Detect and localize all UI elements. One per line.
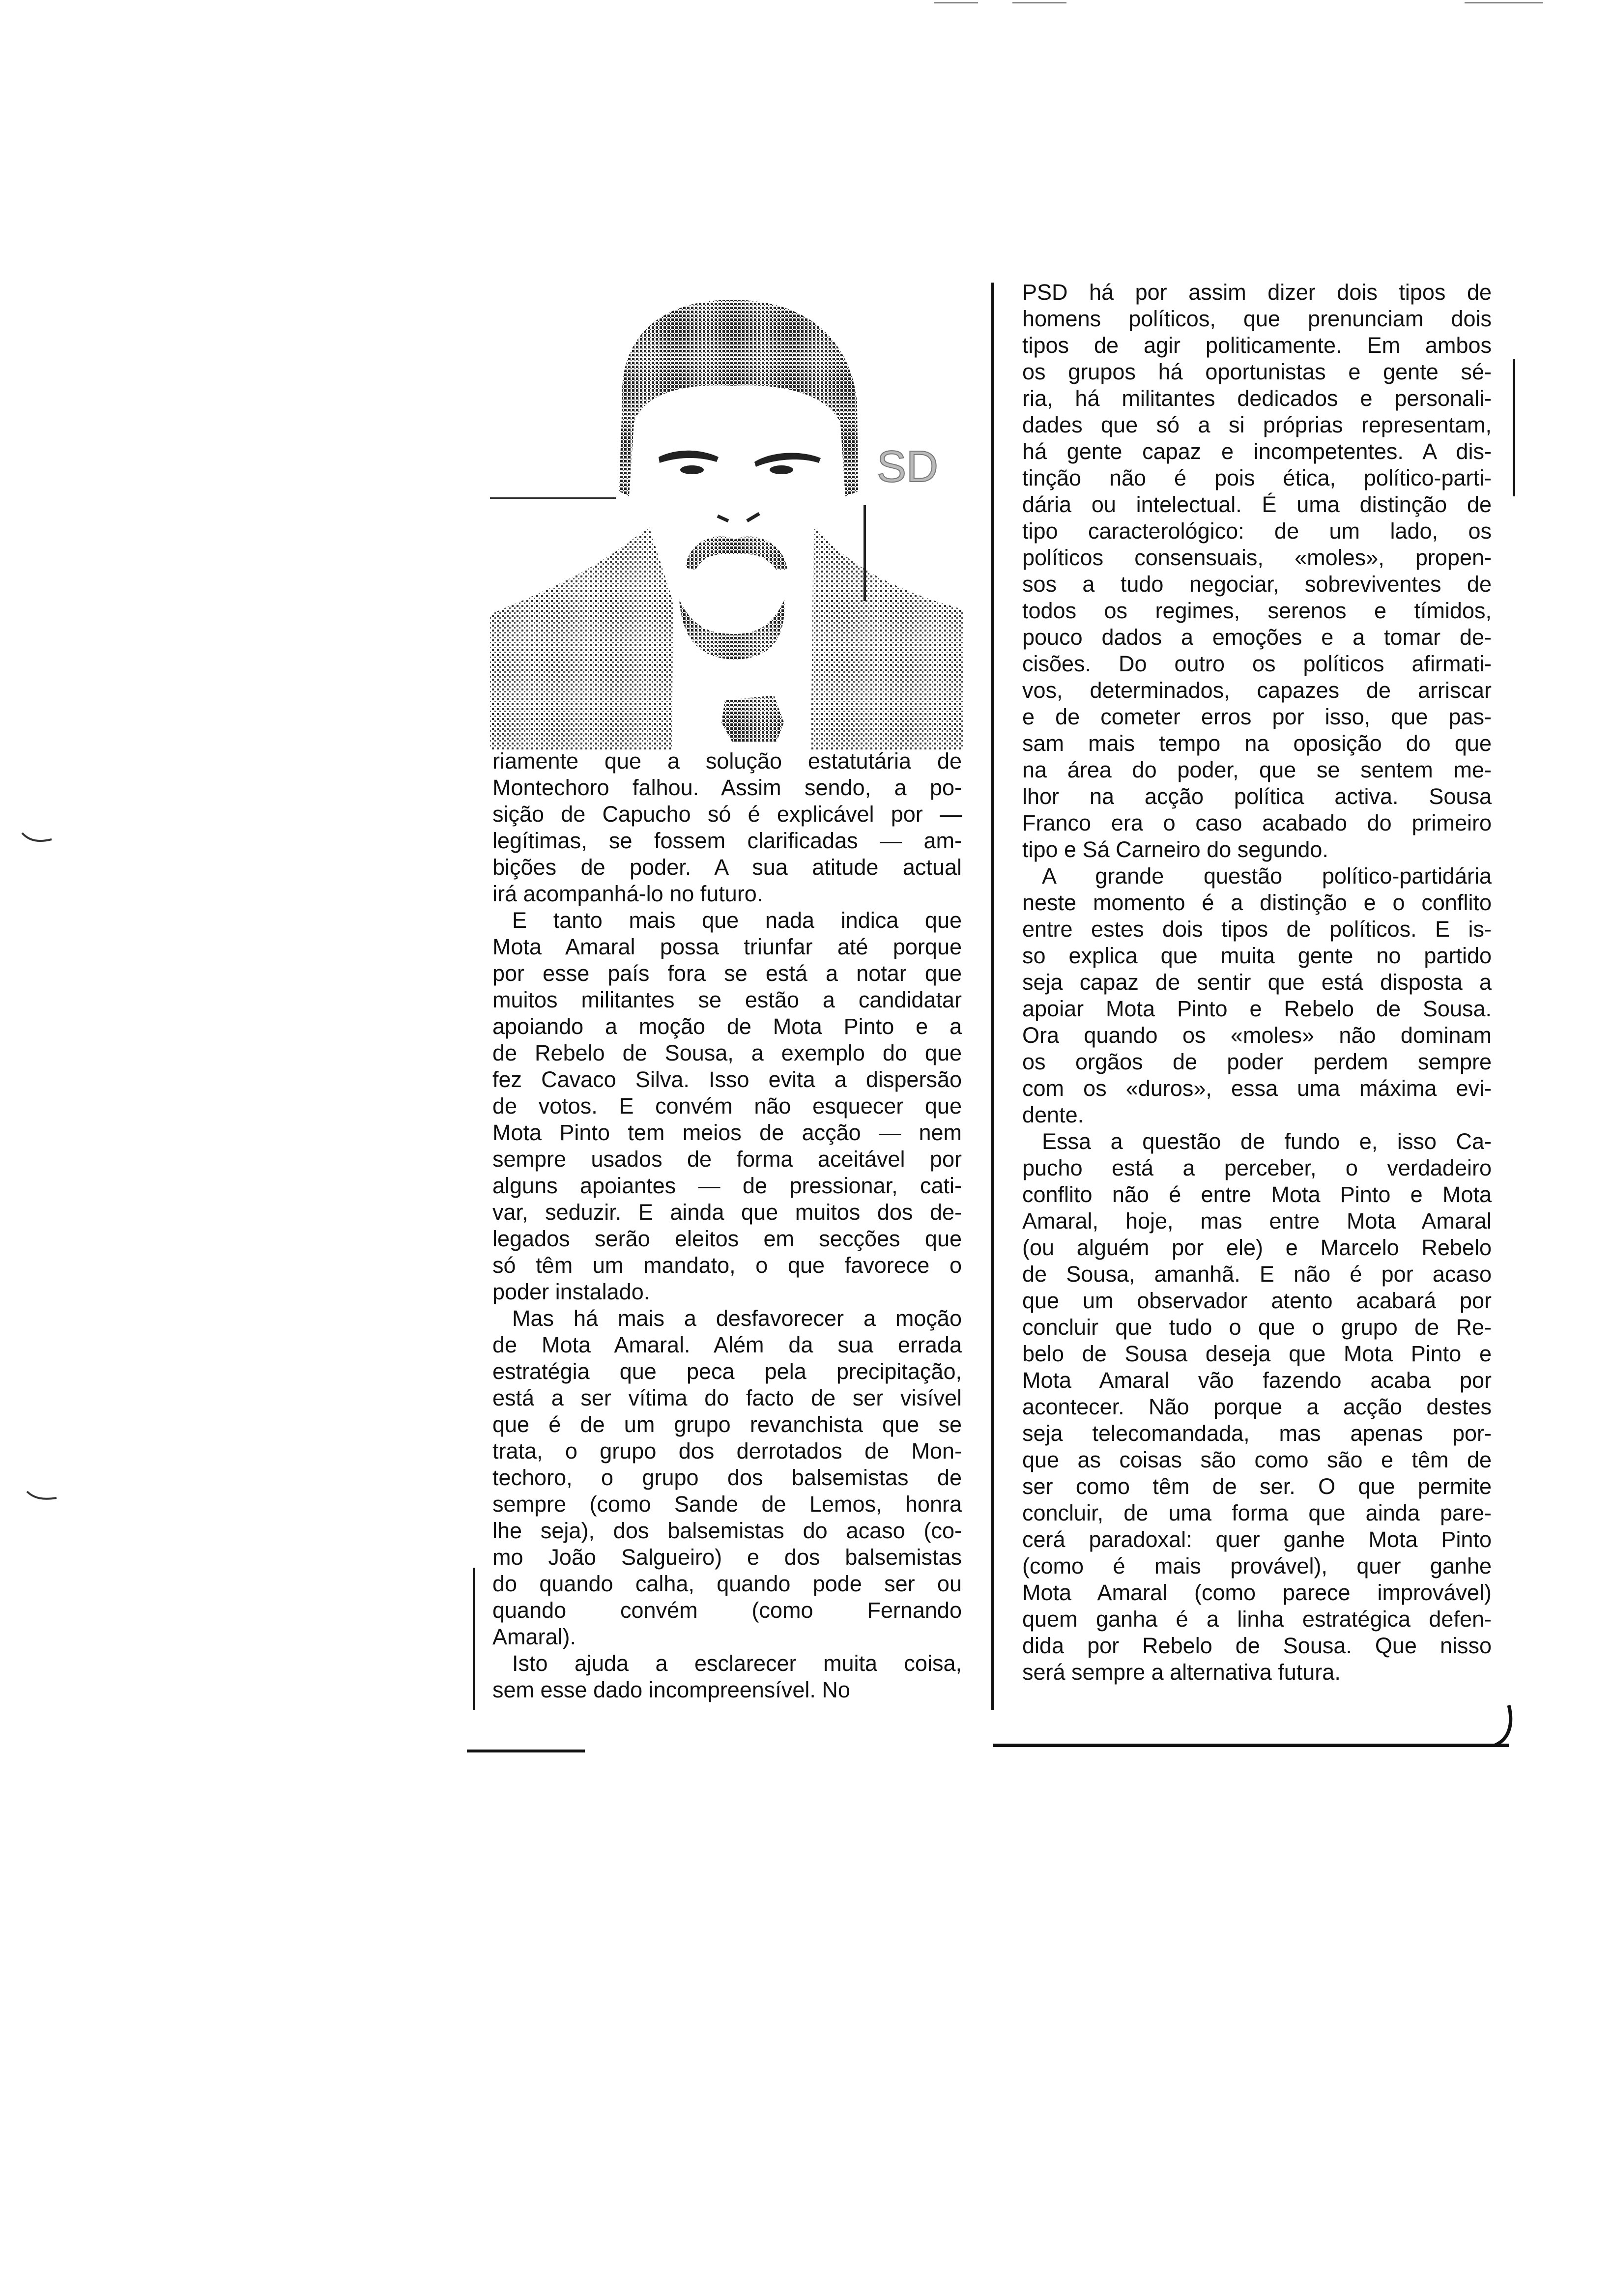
top-edge-mark xyxy=(1465,2,1543,3)
text-line: que um observador atento acabará por xyxy=(1022,1288,1492,1313)
text-line: fez Cavaco Silva. Isso evita a dispersão xyxy=(492,1067,962,1092)
right-edge-mark xyxy=(1513,359,1515,496)
text-line: Mota Amaral (como parece improvável) xyxy=(1022,1580,1492,1605)
text-line: lhor na acção política activa. Sousa xyxy=(1022,784,1492,809)
text-line: tipo caracterológico: de um lado, os xyxy=(1022,518,1492,544)
hair xyxy=(619,300,858,496)
text-line: os orgãos de poder perdem sempre xyxy=(1022,1049,1492,1074)
text-line: irá acompanhá-lo no futuro. xyxy=(492,881,763,906)
text-line: de Rebelo de Sousa, a exemplo do que xyxy=(492,1040,962,1065)
right-eyebrow xyxy=(754,453,821,467)
text-line: concluir, de uma forma que ainda pare- xyxy=(1022,1500,1492,1525)
text-line: alguns apoiantes — de pressionar, cati- xyxy=(492,1173,962,1198)
left-bottom-rule xyxy=(467,1750,585,1752)
text-line: Essa a questão de fundo e, isso Ca- xyxy=(1042,1129,1492,1154)
text-line: Ora quando os «moles» não dominam xyxy=(1022,1023,1492,1048)
text-line: legados serão eleitos em secções que xyxy=(492,1226,962,1251)
text-line: Montechoro falhou. Assim sendo, a po- xyxy=(492,775,962,800)
portrait-photo xyxy=(487,295,966,752)
text-line: conflito não é entre Mota Pinto e Mota xyxy=(1022,1182,1492,1207)
text-line: seja telecomandada, mas apenas por- xyxy=(1022,1421,1492,1446)
text-line: de Mota Amaral. Além da sua errada xyxy=(492,1332,962,1357)
text-line: trata, o grupo dos derrotados de Mon- xyxy=(492,1438,962,1464)
text-line: techoro, o grupo dos balsemistas de xyxy=(492,1465,962,1490)
text-line: de Sousa, amanhã. E não é por acaso xyxy=(1022,1262,1492,1287)
text-line: legítimas, se fossem clarificadas — am- xyxy=(492,828,962,853)
text-line: so explica que muita gente no partido xyxy=(1022,943,1492,968)
text-line: dades que só a si próprias representam, xyxy=(1022,412,1492,437)
text-line: bições de poder. A sua atitude actual xyxy=(492,855,962,880)
paragraph xyxy=(492,748,962,907)
text-line: com os «duros», essa uma máxima evi- xyxy=(1022,1076,1492,1101)
text-line: Isto ajuda a esclarecer muita coisa, xyxy=(512,1651,962,1676)
text-line: (como é mais provável), quer ganhe xyxy=(1022,1553,1492,1578)
text-line: ser como têm de ser. O que permite xyxy=(1022,1474,1492,1499)
text-line: cisões. Do outro os políticos afirmati- xyxy=(1022,651,1492,676)
text-line: do quando calha, quando pode ser ou xyxy=(492,1571,962,1596)
text-line: seja capaz de sentir que está disposta a xyxy=(1022,970,1492,995)
top-edge-mark xyxy=(1012,2,1066,3)
margin-mark xyxy=(25,1489,59,1504)
text-line: dente. xyxy=(1022,1102,1084,1127)
text-line: sam mais tempo na oposição do que xyxy=(1022,731,1492,756)
text-line: mo João Salgueiro) e dos balsemistas xyxy=(492,1545,962,1570)
text-line: concluir que tudo o que o grupo de Re- xyxy=(1022,1315,1492,1340)
left-eyebrow xyxy=(659,451,719,463)
text-line: pucho está a perceber, o verdadeiro xyxy=(1022,1155,1492,1180)
text-line: dida por Rebelo de Sousa. Que nisso xyxy=(1022,1633,1492,1658)
text-line: apoiando a moção de Mota Pinto e a xyxy=(492,1014,962,1039)
text-line: todos os regimes, serenos e tímidos, xyxy=(1022,598,1492,623)
text-line: entre estes dois tipos de políticos. E is- xyxy=(1022,917,1492,942)
paragraph xyxy=(492,1305,962,1650)
text-line: cerá paradoxal: quer ganhe Mota Pinto xyxy=(1022,1527,1492,1552)
article-column-left xyxy=(492,748,962,1703)
text-line: poder instalado. xyxy=(492,1279,650,1304)
text-line: riamente que a solução estatutária de xyxy=(492,748,962,774)
text-line: os grupos há oportunistas e gente sé- xyxy=(1022,359,1492,384)
left-shoulder xyxy=(490,526,673,749)
photo-logo-lettering: SD xyxy=(877,442,939,491)
text-line: ria, há militantes dedicados e personali- xyxy=(1022,386,1492,411)
right-shoulder xyxy=(811,526,963,749)
paragraph xyxy=(492,907,962,1305)
text-line: de votos. E convém não esquecer que xyxy=(492,1093,962,1119)
mustache xyxy=(686,537,787,570)
text-line: estratégia que peca pela precipitação, xyxy=(492,1359,962,1384)
right-bottom-rule xyxy=(993,1744,1509,1747)
text-line: Mota Amaral possa triunfar até porque xyxy=(492,934,962,959)
text-line: que é de um grupo revanchista que se xyxy=(492,1412,962,1437)
text-line: E tanto mais que nada indica que xyxy=(512,908,962,933)
text-line: acontecer. Não porque a acção destes xyxy=(1022,1394,1492,1419)
text-line: belo de Sousa deseja que Mota Pinto e xyxy=(1022,1341,1492,1366)
text-line: Amaral, hoje, mas entre Mota Amaral xyxy=(1022,1208,1492,1234)
paragraph xyxy=(1022,1128,1492,1686)
paragraph xyxy=(1022,279,1492,863)
text-line: tipos de agir politicamente. Em ambos xyxy=(1022,333,1492,358)
text-line: quem ganha é a linha estratégica defen- xyxy=(1022,1607,1492,1632)
text-line: políticos consensuais, «moles», propen- xyxy=(1022,545,1492,570)
text-line: quando convém (como Fernando xyxy=(492,1598,962,1623)
paragraph xyxy=(1022,863,1492,1128)
text-line: sempre usados de forma aceitável por xyxy=(492,1147,962,1172)
text-line: Mota Pinto tem meios de acção — nem xyxy=(492,1120,962,1145)
column-divider-rule xyxy=(991,283,994,1710)
clipping-curve-mark xyxy=(1494,1705,1524,1750)
text-line: tinção não é pois ética, político-parti- xyxy=(1022,465,1492,490)
text-line: neste momento é a distinção e o conflito xyxy=(1022,890,1492,915)
text-line: homens políticos, que prenunciam dois xyxy=(1022,306,1492,331)
text-line: dária ou intelectual. É uma distinção de xyxy=(1022,492,1492,517)
text-line: por esse país fora se está a notar que xyxy=(492,961,962,986)
portrait-image xyxy=(487,295,966,752)
text-line: Mota Amaral vão fazendo acaba por xyxy=(1022,1368,1492,1393)
text-line: Amaral). xyxy=(492,1624,576,1649)
text-line: só têm um mandato, o que favorece o xyxy=(492,1253,962,1278)
text-line: sos a tudo negociar, sobreviventes de xyxy=(1022,572,1492,597)
article-column-right xyxy=(1022,279,1492,1686)
text-line: que as coisas são como são e têm de xyxy=(1022,1447,1492,1472)
text-line: lhe seja), dos balsemistas do acaso (co- xyxy=(492,1518,962,1543)
text-line: sição de Capucho só é explicável por — xyxy=(492,802,962,827)
text-line: pouco dados a emoções e a tomar de- xyxy=(1022,625,1492,650)
text-line: sem esse dado incompreensível. No xyxy=(492,1677,850,1702)
text-line: e de cometer erros por isso, que pas- xyxy=(1022,704,1492,729)
text-line: Franco era o caso acabado do primeiro xyxy=(1022,810,1492,835)
text-line: será sempre a alternativa futura. xyxy=(1022,1660,1341,1685)
text-line: sempre (como Sande de Lemos, honra xyxy=(492,1492,962,1517)
text-line: há gente capaz e incompetentes. A dis- xyxy=(1022,439,1492,464)
text-line: A grande questão político-partidária xyxy=(1042,863,1492,889)
top-edge-mark xyxy=(934,2,978,3)
text-line: Mas há mais a desfavorecer a moção xyxy=(512,1306,962,1331)
left-eye xyxy=(680,465,704,474)
left-column-edge-rule xyxy=(473,1568,475,1710)
text-line: vos, determinados, capazes de arriscar xyxy=(1022,678,1492,703)
text-line: muitos militantes se estão a candidatar xyxy=(492,987,962,1012)
margin-mark xyxy=(20,831,54,845)
text-line: na área do poder, que se sentem me- xyxy=(1022,757,1492,782)
text-line: PSD há por assim dizer dois tipos de xyxy=(1022,280,1492,305)
right-eye xyxy=(770,465,793,474)
text-line: está a ser vítima do facto de ser visível xyxy=(492,1385,962,1410)
beard xyxy=(679,600,784,660)
text-line: var, seduzir. E ainda que muitos dos de- xyxy=(492,1200,962,1225)
text-line: (ou alguém por ele) e Marcelo Rebelo xyxy=(1022,1235,1492,1260)
text-line: apoiar Mota Pinto e Rebelo de Sousa. xyxy=(1022,996,1492,1021)
text-line: tipo e Sá Carneiro do segundo. xyxy=(1022,837,1328,862)
paragraph xyxy=(492,1650,962,1703)
tie-knot xyxy=(721,695,784,742)
